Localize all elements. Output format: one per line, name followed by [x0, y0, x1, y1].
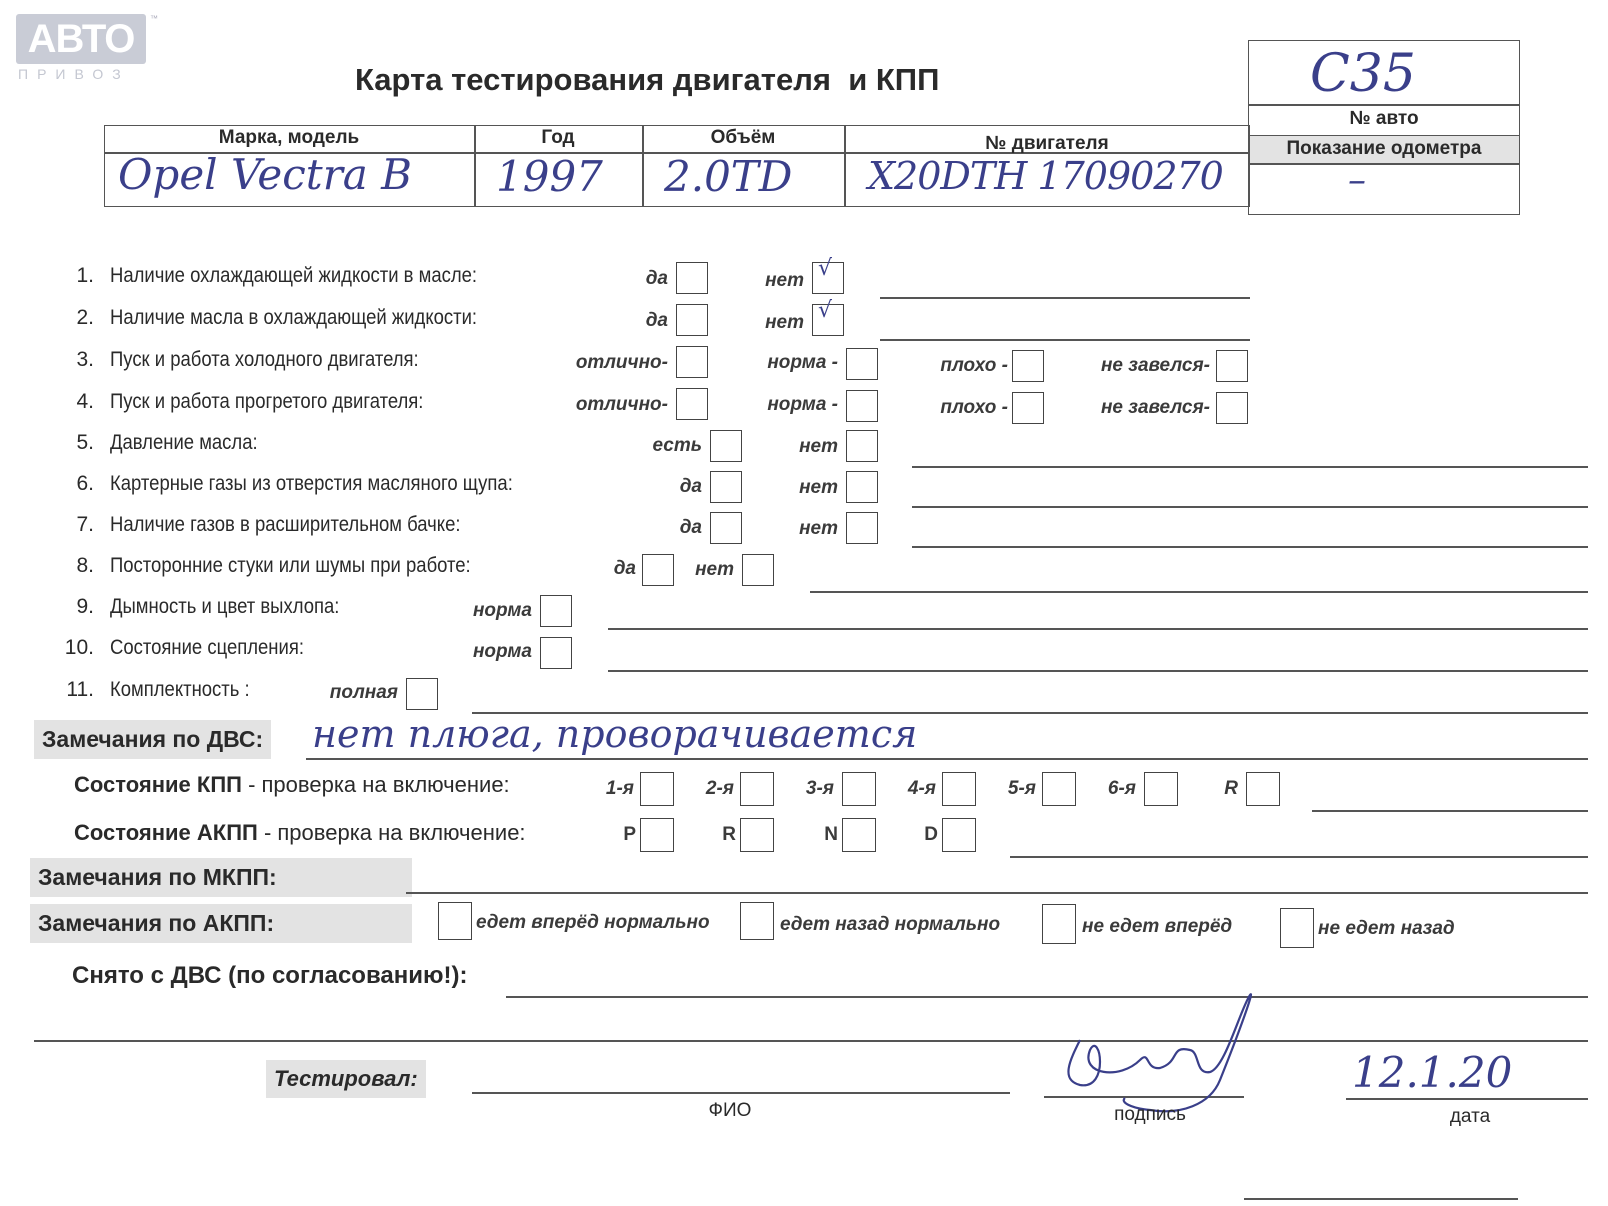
- checkbox[interactable]: [676, 304, 708, 336]
- option-label: норма -: [767, 394, 838, 415]
- checkbox[interactable]: [846, 512, 878, 544]
- question-text: Картерные газы из отверстия масляного щупа:: [110, 472, 513, 495]
- question-number: 6.: [76, 472, 94, 495]
- value-make-model: Opel Vectra B: [118, 150, 413, 199]
- gear-label: 1-я: [605, 778, 634, 799]
- option-label: да: [613, 558, 636, 579]
- logo-trademark: ™: [150, 14, 158, 23]
- checkbox[interactable]: [1216, 350, 1248, 382]
- date-value: 12.1.20: [1352, 1048, 1513, 1097]
- option-label: да: [645, 310, 668, 331]
- akpp-remark-checkbox[interactable]: [438, 902, 472, 940]
- gear-checkbox[interactable]: [640, 772, 674, 806]
- check-mark: √: [818, 256, 833, 281]
- dvs-remarks-value: нет плюга, проворачивается: [312, 712, 918, 756]
- checkbox[interactable]: [676, 262, 708, 294]
- question-number: 8.: [76, 554, 94, 577]
- gear-label: R: [1224, 778, 1238, 799]
- option-label: плохо -: [940, 397, 1008, 418]
- check-mark: √: [818, 298, 833, 323]
- akpp-gear-checkbox[interactable]: [942, 818, 976, 852]
- question-number: 10.: [64, 636, 94, 659]
- akpp-remark-checkbox[interactable]: [1042, 904, 1076, 944]
- option-label: есть: [652, 435, 702, 456]
- akpp-gear-label: D: [924, 824, 938, 845]
- brand-logo: АВТО: [16, 14, 146, 64]
- question-text: Посторонние стуки или шумы при работе:: [110, 554, 471, 577]
- option-label: нет: [765, 312, 804, 333]
- checkbox[interactable]: [846, 390, 878, 422]
- col-volume: Объём: [710, 127, 776, 148]
- question-text: Давление масла:: [110, 431, 258, 454]
- logo-subtitle: ПРИВОЗ: [18, 66, 130, 82]
- question-text: Дымность и цвет выхлопа:: [110, 595, 340, 618]
- removed-label: Снято с ДВС (по согласованию!):: [72, 962, 468, 989]
- question-number: 4.: [76, 390, 94, 413]
- option-label: не завелся-: [1100, 355, 1210, 376]
- gear-label: 2-я: [705, 778, 734, 799]
- option-label: нет: [799, 436, 838, 457]
- question-text: Наличие масла в охлаждающей жидкости:: [110, 306, 478, 329]
- checkbox[interactable]: [1012, 350, 1044, 382]
- col-make-model: Марка, модель: [218, 127, 360, 148]
- akpp-gear-checkbox[interactable]: [640, 818, 674, 852]
- dvs-remarks-label: Замечания по ДВС:: [34, 720, 271, 759]
- col-year: Год: [541, 127, 575, 148]
- question-number: 1.: [76, 264, 94, 287]
- gear-checkbox[interactable]: [942, 772, 976, 806]
- checkbox[interactable]: [1012, 392, 1044, 424]
- akpp-remark-option: не едет вперёд: [1082, 916, 1233, 937]
- option-label: да: [645, 268, 668, 289]
- option-label: нет: [799, 518, 838, 539]
- answer-line: [880, 297, 1250, 299]
- checkbox[interactable]: [710, 512, 742, 544]
- signature-mark: [1050, 990, 1260, 1120]
- checkbox[interactable]: [710, 471, 742, 503]
- bottom-box-edge: [1244, 1198, 1518, 1200]
- akpp-label-rest: - проверка на включение:: [257, 820, 526, 845]
- question-number: 7.: [76, 513, 94, 536]
- akpp-gear-label: R: [722, 824, 736, 845]
- gear-checkbox[interactable]: [1144, 772, 1178, 806]
- question-number: 3.: [76, 348, 94, 371]
- value-volume: 2.0TD: [664, 152, 793, 201]
- option-label: нет: [695, 559, 734, 580]
- fio-caption: ФИО: [708, 1100, 752, 1121]
- question-text: Наличие охлаждающей жидкости в масле:: [110, 264, 478, 287]
- checkbox[interactable]: [742, 554, 774, 586]
- kpp-label-rest: - проверка на включение:: [241, 772, 510, 797]
- gear-label: 5-я: [1007, 778, 1036, 799]
- date-caption: дата: [1449, 1106, 1491, 1127]
- akpp-gear-checkbox[interactable]: [740, 818, 774, 852]
- question-text: Состояние сцепления:: [110, 636, 304, 659]
- akpp-label-bold: Состояние АКПП: [74, 820, 258, 845]
- akpp-gear-checkbox[interactable]: [842, 818, 876, 852]
- option-label: не завелся-: [1100, 397, 1210, 418]
- option-label: норма: [472, 641, 532, 662]
- gear-label: 4-я: [907, 778, 936, 799]
- option-label: да: [679, 476, 702, 497]
- akpp-gear-label: N: [824, 824, 838, 845]
- option-label: нет: [799, 477, 838, 498]
- kpp-label: [74, 772, 510, 798]
- signature-caption: подпись: [1114, 1104, 1186, 1125]
- question-text: Комплектность :: [110, 678, 250, 701]
- gear-checkbox[interactable]: [1042, 772, 1076, 806]
- question-text: Наличие газов в расширительном бачке:: [110, 513, 461, 536]
- answer-line: [608, 628, 1588, 630]
- option-label: да: [679, 517, 702, 538]
- date-line: [1346, 1098, 1588, 1100]
- gear-label: 3-я: [805, 778, 834, 799]
- checkbox[interactable]: [540, 595, 572, 627]
- akpp-remark-option: не едет назад: [1318, 918, 1455, 939]
- question-number: 5.: [76, 431, 94, 454]
- checkbox[interactable]: [676, 388, 708, 420]
- akpp-gear-label: P: [623, 824, 636, 845]
- kpp-label-bold: Состояние КПП: [74, 772, 242, 797]
- checkbox[interactable]: [710, 430, 742, 462]
- tested-label: Тестировал:: [266, 1060, 426, 1098]
- option-label: норма: [472, 600, 532, 621]
- fio-line: [472, 1092, 1010, 1094]
- value-engine-number: X20DTH 17090270: [868, 154, 1223, 198]
- akpp-remark-checkbox[interactable]: [740, 902, 774, 940]
- answer-line: [880, 339, 1250, 341]
- gear-checkbox[interactable]: [1246, 772, 1280, 806]
- col-engine-number: № двигателя: [985, 133, 1109, 154]
- question-number: 9.: [76, 595, 94, 618]
- answer-line: [306, 758, 1588, 760]
- option-label: отлично-: [575, 394, 668, 415]
- gear-checkbox[interactable]: [842, 772, 876, 806]
- checkbox[interactable]: [846, 471, 878, 503]
- question-text: Пуск и работа холодного двигателя:: [110, 348, 419, 371]
- answer-line: [506, 996, 1588, 998]
- value-year: 1997: [496, 152, 603, 201]
- question-text: Пуск и работа прогретого двигателя:: [110, 390, 424, 413]
- option-label: плохо -: [940, 355, 1008, 376]
- akpp-remark-checkbox[interactable]: [1280, 908, 1314, 948]
- option-label: норма -: [767, 352, 838, 373]
- checkbox[interactable]: [846, 348, 878, 380]
- option-label: отлично-: [575, 352, 668, 373]
- akpp-remark-option: едет назад нормально: [780, 914, 1001, 935]
- akpp-remarks-label: Замечания по АКПП:: [30, 904, 412, 943]
- gear-checkbox[interactable]: [740, 772, 774, 806]
- answer-line: [608, 670, 1588, 672]
- page-title: Карта тестирования двигателя и КПП: [355, 62, 940, 97]
- odometer-value: –: [1348, 160, 1366, 201]
- answer-line: [34, 1040, 1588, 1042]
- answer-line: [810, 591, 1588, 593]
- answer-line: [1010, 856, 1588, 858]
- checkbox[interactable]: [642, 554, 674, 586]
- option-label: нет: [765, 270, 804, 291]
- option-label: полная: [329, 682, 398, 703]
- answer-line: [912, 546, 1588, 548]
- gear-label: 6-я: [1107, 778, 1136, 799]
- answer-line: [912, 506, 1588, 508]
- akpp-remark-option: едет вперёд нормально: [476, 912, 710, 933]
- answer-line: [406, 892, 1588, 894]
- checkbox[interactable]: [676, 346, 708, 378]
- akpp-label: [74, 820, 526, 846]
- question-number: 11.: [66, 678, 94, 701]
- answer-line: [912, 466, 1588, 468]
- answer-line: [1312, 810, 1588, 812]
- car-number-label: № авто: [1349, 108, 1419, 129]
- checkbox[interactable]: [540, 637, 572, 669]
- checkbox[interactable]: [406, 678, 438, 710]
- question-number: 2.: [76, 306, 94, 329]
- car-number-value: C35: [1310, 44, 1416, 104]
- checkbox[interactable]: [846, 430, 878, 462]
- odometer-label: Показание одометра: [1286, 138, 1482, 159]
- checkbox[interactable]: [1216, 392, 1248, 424]
- mkpp-remarks-label: Замечания по МКПП:: [30, 858, 412, 897]
